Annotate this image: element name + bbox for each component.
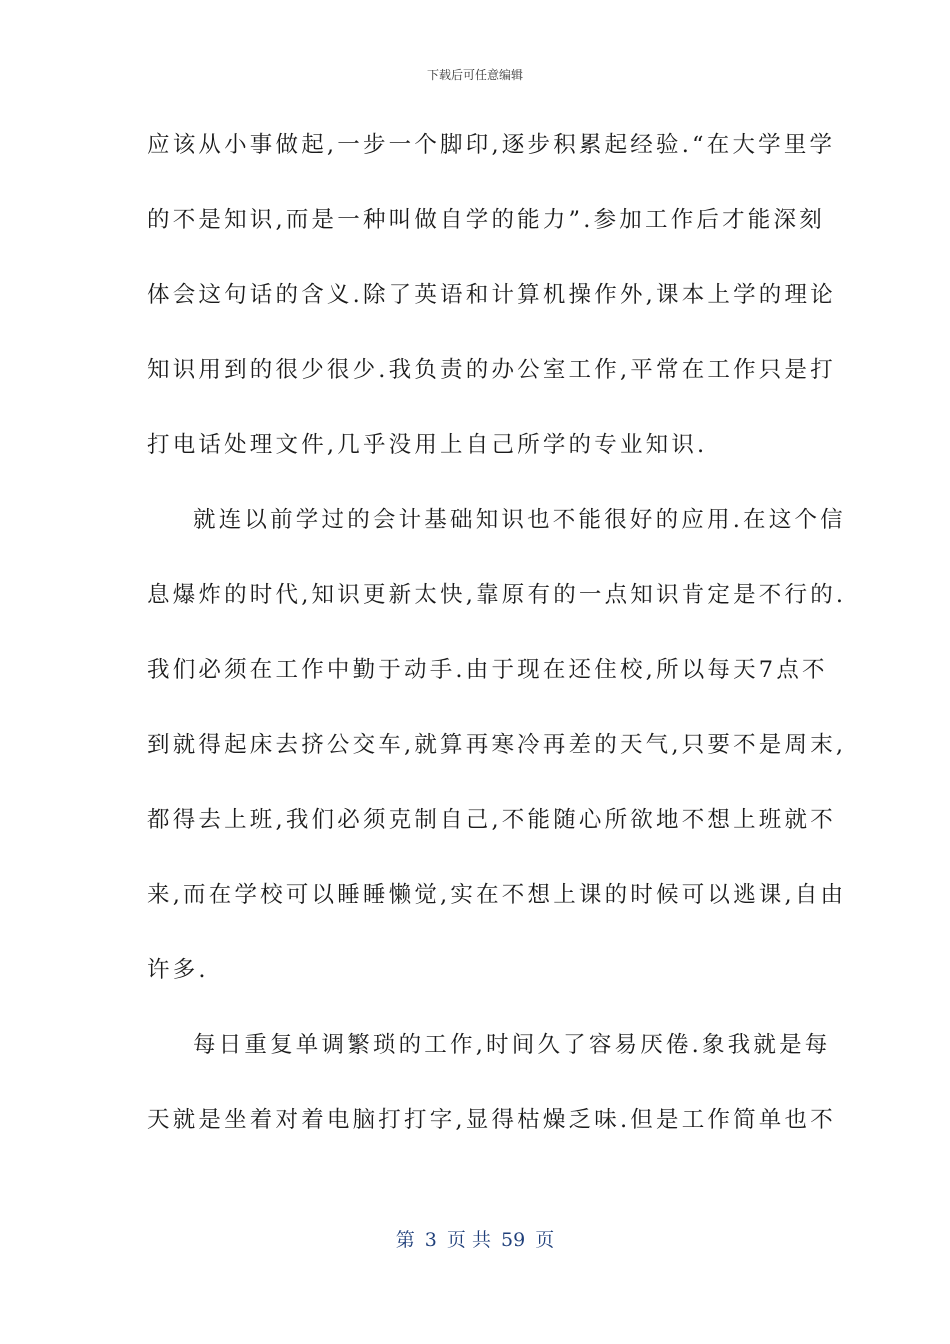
text-line: 都得去上班,我们必须克制自己,不能随心所欲地不想上班就不 xyxy=(147,807,836,833)
page-header: 下载后可任意编辑 xyxy=(426,68,523,82)
text-line: 息爆炸的时代,知识更新太快,靠原有的一点知识肯定是不行的. xyxy=(147,582,847,608)
page-number-footer xyxy=(0,1225,950,1252)
footer-middle: 页 共 xyxy=(446,1229,491,1251)
text-line: 到就得起床去挤公交车,就算再寒冷再差的天气,只要不是周末, xyxy=(147,732,847,758)
text-line: 我们必须在工作中勤于动手.由于现在还住校,所以每天7点不 xyxy=(147,657,828,683)
total-page-count: 59 xyxy=(501,1229,526,1251)
text-line: 天就是坐着对着电脑打打字,显得枯燥乏味.但是工作简单也不 xyxy=(147,1107,836,1133)
paragraph-start-line: 就连以前学过的会计基础知识也不能很好的应用.在这个信 xyxy=(193,507,846,533)
text-line: 体会这句话的含义.除了英语和计算机操作外,课本上学的理论 xyxy=(147,282,836,308)
text-line: 打电话处理文件,几乎没用上自己所学的专业知识. xyxy=(147,432,708,458)
text-line: 许多. xyxy=(147,957,209,983)
text-line: 知识用到的很少很少.我负责的办公室工作,平常在工作只是打 xyxy=(147,357,836,383)
text-line: 应该从小事做起,一步一个脚印,逐步积累起经验.“在大学里学 xyxy=(147,132,836,158)
current-page-number: 3 xyxy=(424,1229,437,1251)
text-line: 来,而在学校可以睡睡懒觉,实在不想上课的时候可以逃课,自由 xyxy=(147,882,847,908)
footer-suffix: 页 xyxy=(535,1229,555,1251)
document-body xyxy=(147,120,847,1170)
text-line: 的不是知识,而是一种叫做自学的能力”.参加工作后才能深刻 xyxy=(147,207,825,233)
paragraph-start-line: 每日重复单调繁琐的工作,时间久了容易厌倦.象我就是每 xyxy=(193,1032,831,1058)
footer-prefix: 第 xyxy=(395,1229,415,1251)
